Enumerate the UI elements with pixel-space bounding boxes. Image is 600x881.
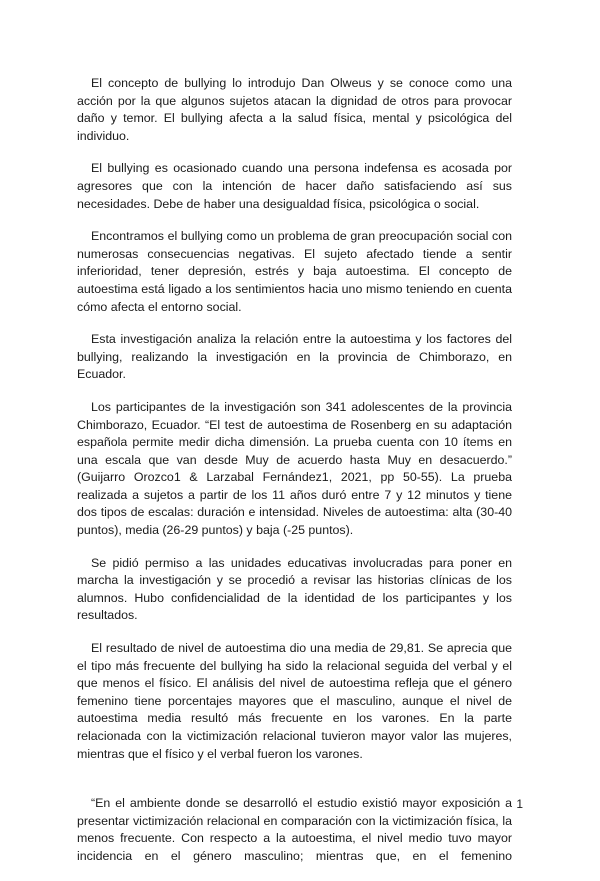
paragraph-research-scope: Esta investigación analiza la relación entre la autoestima y los factores del bullying, realizando la investigación en la provincia de Chimborazo, en Ecuador.	[77, 332, 512, 382]
paragraph-bullying-cause: El bullying es ocasionado cuando una persona indefensa es acosada por agresores que con la intención de hacer daño satisfaciendo así sus necesidades. Debe de haber una desigualdad física, psicológica o social.	[77, 161, 512, 211]
paragraph-social-problem: Encontramos el bullying como un problema de gran preocupación social con numerosas consecuencias negativas. El sujeto afectado tiende a sentir inferioridad, tener depresión, estrés y baja autoestima. El concepto de autoestima está ligado a los sentimientos hacia uno mismo teniendo en cuenta cómo afecta el entorno social.	[77, 229, 512, 314]
paragraph-results: El resultado de nivel de autoestima dio una media de 29,81. Se aprecia que el tipo más frecuente del bullying ha sido la relacional seguida del verbal y el que menos el físico. El análisis del nivel de autoestima refleja que el género femenino tiene porcentajes mayores que el masculino, aunque el nivel de autoestima media resultó más frecuente en los varones. En la parte relacionada con la victimización relacional tuvieron mayor valor las mujeres, mientras que el físico y el verbal fueron los varones.	[77, 641, 512, 761]
page-number: 1	[516, 797, 523, 811]
document-body	[77, 75, 512, 881]
paragraph-permissions: Se pidió permiso a las unidades educativas involucradas para poner en marcha la investigación y se procedió a revisar las historias clínicas de los alumnos. Hubo confidencialidad de la identidad de los participantes y los resultados.	[77, 555, 512, 623]
paragraph-quote: “En el ambiente donde se desarrolló el estudio existió mayor exposición a presentar victimización relacional en comparación con la victimización física, la menos frecuente. Con respecto a la autoestima, el nivel medio tuvo mayor incidencia en el género masculino; mientras que, en el femenino	[77, 796, 512, 863]
paragraph-participants: Los participantes de la investigación son 341 adolescentes de la provincia Chimborazo, Ecuador. “El test de autoestima de Rosenberg en su adaptación española permite medir dicha dimensión. La prueba cuenta con 10 ítems en una escala que van desde Muy de acuerdo hasta Muy en desacuerdo.” (Guijarro Orozco1 & Larzabal Fernández1, 2021, pp 50-55). La prueba realizada a sujetos a partir de los 11 años duró entre 7 y 12 minutos y tiene dos tipos de escalas: duración e intensidad. Niveles de autoestima: alta (30-40 puntos), media (26-29 puntos) y baja (-25 puntos).	[77, 399, 512, 538]
paragraph-bullying-concept: El concepto de bullying lo introdujo Dan Olweus y se conoce como una acción por la que algunos sujetos atacan la dignidad de otros para provocar daño y temor. El bullying afecta a la salud física, mental y psicológica del individuo.	[77, 76, 512, 143]
